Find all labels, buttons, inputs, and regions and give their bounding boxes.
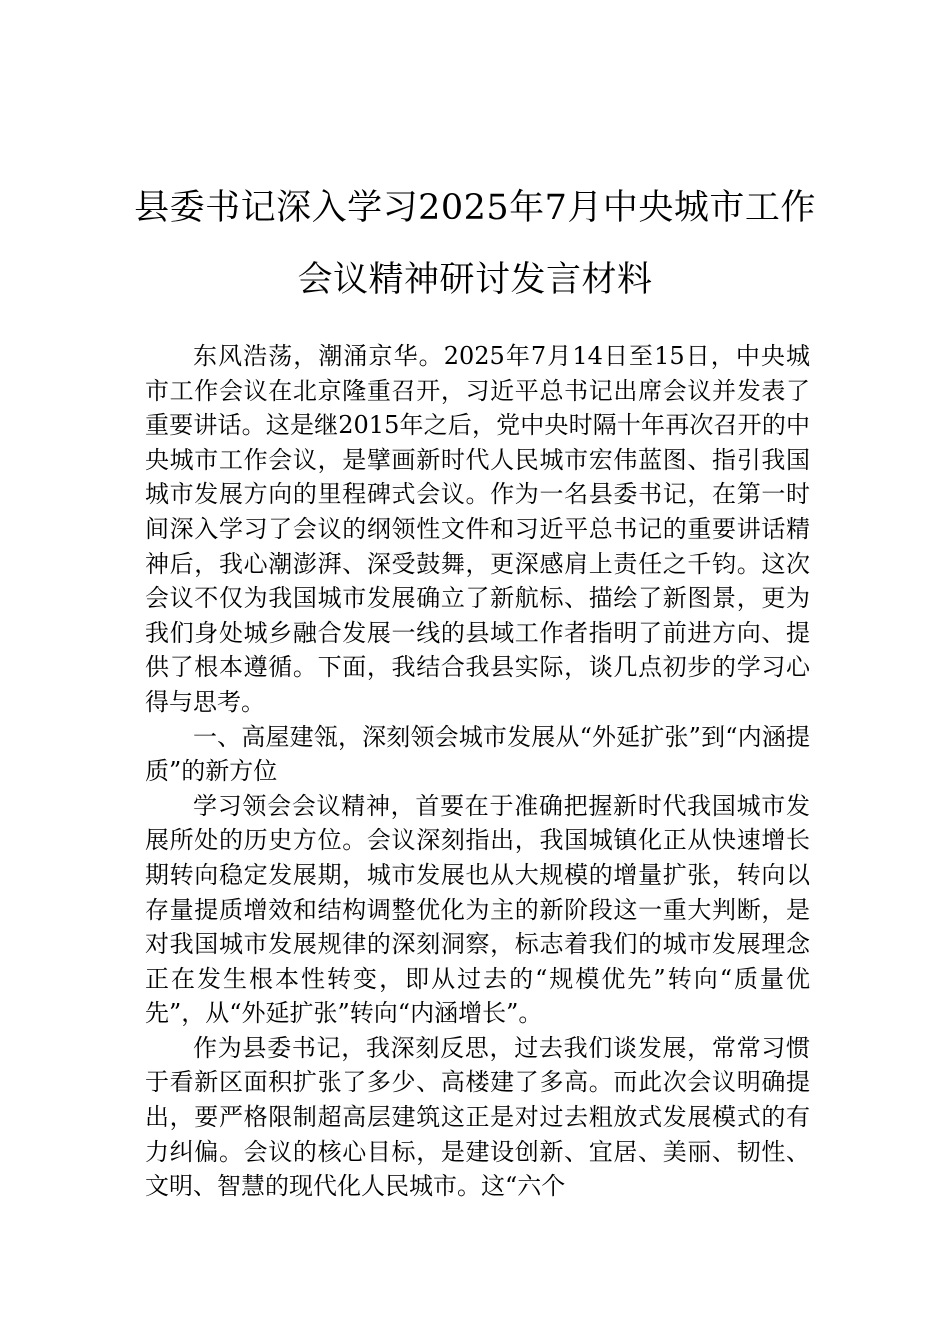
section-heading-1: 一、高屋建瓴，深刻领会城市发展从“外延扩张”到“内涵提质”的新方位: [145, 722, 810, 786]
paragraph-intro: 东风浩荡，潮涌京华。2025年7月14日至15日，中央城市工作会议在北京隆重召开，习近平总书记出席会议并发表了重要讲话。这是继2015年之后，党中央时隔十年再次召开的中央城市工作会议，是擘画新时代人民城市宏伟蓝图、指引我国城市发展方向的里程碑式会议。作为一名县委书记，在第一时间深入学习了会议的纲领性文件和习近平总书记的重要讲话精神后，我心潮澎湃、深受鼓舞，更深感肩上责任之千钧。这次会议不仅为我国城市发展确立了新航标、描绘了新图景，更为我们身处城乡融合发展一线的县域工作者指明了前进方向、提供了根本遵循。下面，我结合我县实际，谈几点初步的学习心得与思考。: [145, 342, 810, 716]
paragraph-section-1a: 学习领会会议精神，首要在于准确把握新时代我国城市发展所处的历史方位。会议深刻指出，我国城镇化正从快速增长期转向稳定发展期，城市发展也从大规模的增量扩张，转向以存量提质增效和结构调整优化为主的新阶段这一重大判断，是对我国城市发展规律的深刻洞察，标志着我们的城市发展理念正在发生根本性转变，即从过去的“规模优先”转向“质量优先”，从“外延扩张”转向“内涵增长”。: [145, 791, 810, 1028]
paragraph-section-1b: 作为县委书记，我深刻反思，过去我们谈发展，常常习惯于看新区面积扩张了多少、高楼建了多高。而此次会议明确提出，要严格限制超高层建筑这正是对过去粗放式发展模式的有力纠偏。会议的核心目标，是建设创新、宜居、美丽、韧性、文明、智慧的现代化人民城市。这“六个: [145, 1033, 810, 1201]
document-title: 县委书记深入学习2025年7月中央城市工作会议精神研讨发言材料: [134, 188, 816, 300]
document-body: [145, 339, 810, 1204]
